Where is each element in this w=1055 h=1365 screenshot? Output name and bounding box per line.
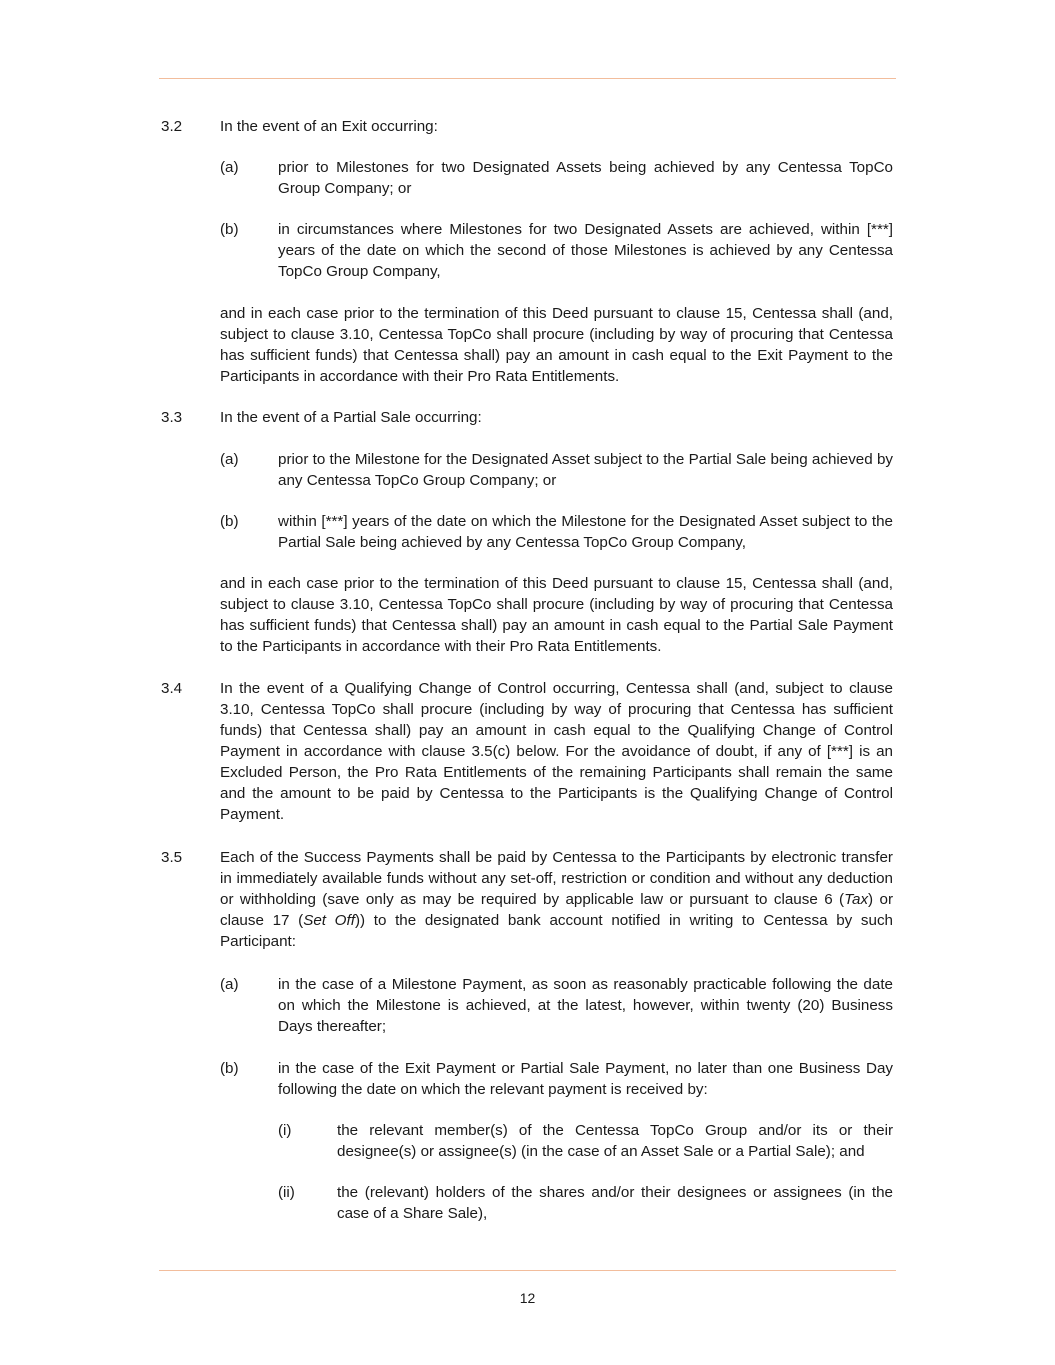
clause-text: In the event of a Qualifying Change of Control occurring, Centessa shall (and, subject to clause 3.10, Centessa TopCo shall procure (including by way of procuring that Centessa has sufficient funds) that Centessa shall) pay an amount in cash equal to the Qualifying Change of Control Payment in accordance with clause 3.5(c) below. For the avoidance of doubt, if any of [***] is an Excluded Person, the Pro Rata Entitlements of the remaining Participants shall remain the same and the amount to be paid by Centessa to the Participants is the Qualifying Change of Control Payment. [220,680,893,823]
clause-text: within [***] years of the date on which the Milestone for the Designated Asset subject to the Partial Sale being achieved by any Centessa TopCo Group Company, [278,513,893,551]
clause-number: (i) [278,1122,292,1139]
clause-text [220,847,893,952]
text-run: Each of the Success Payments shall be paid by Centessa to the Participants by electronic transfer in immediately available funds without any set-off, restriction or condition and without any deduction or withholding (save only as may be required by applicable law or pursuant to clause 6 ( [220,849,893,908]
clause-number: (b) [220,513,239,530]
clause-number: (b) [220,221,239,238]
clause-number: (a) [220,976,239,993]
clause-text: in the case of a Milestone Payment, as soon as reasonably practicable following the date on which the Milestone is achieved, at the latest, however, within twenty (20) Business Days thereafter; [278,976,893,1035]
clause-number: (a) [220,451,239,468]
clause-3-2-paragraph: and in each case prior to the termination of this Deed pursuant to clause 15, Centessa shall (and, subject to clause 3.10, Centessa TopCo shall procure (including by way of procuring that Centessa has sufficient funds) that Centessa shall) pay an amount in cash equal to the Exit Payment to the Participants in accordance with their Pro Rata Entitlements. [220,305,893,385]
clause-number: 3.2 [161,118,183,135]
clause-number: (b) [220,1060,239,1077]
clause-number: 3.3 [161,409,183,426]
clause-text: prior to Milestones for two Designated Assets being achieved by any Centessa TopCo Group Company; or [278,159,893,197]
clause-text: in circumstances where Milestones for two Designated Assets are achieved, within [***] years of the date on which the second of those Milestones is achieved by any Centessa TopCo Group Company, [278,221,893,280]
clause-text: the relevant member(s) of the Centessa TopCo Group and/or its or their designee(s) or assignee(s) (in the case of an Asset Sale or a Partial Sale); and [337,1122,893,1160]
italic-run: Tax [844,891,869,908]
clause-number: 3.5 [161,849,183,866]
clause-text: in the case of the Exit Payment or Partial Sale Payment, no later than one Business Day following the date on which the relevant payment is received by: [278,1060,893,1098]
page-number: 12 [519,1290,536,1306]
clause-text: In the event of an Exit occurring: [220,118,438,135]
footer-rule [159,1270,896,1271]
clause-text: the (relevant) holders of the shares and/or their designees or assignees (in the case of a Share Sale), [337,1184,893,1222]
clause-text: prior to the Milestone for the Designated Asset subject to the Partial Sale being achieved by any Centessa TopCo Group Company; or [278,451,893,489]
clause-text: In the event of a Partial Sale occurring: [220,409,482,426]
text-run: ) or clause 17 ( [220,891,894,929]
clause-number: 3.4 [161,680,183,697]
header-rule [159,78,896,79]
italic-run: Set Off [303,912,355,929]
clause-3-3-paragraph: and in each case prior to the termination of this Deed pursuant to clause 15, Centessa shall (and, subject to clause 3.10, Centessa TopCo shall procure (including by way of procuring that Centessa has sufficient funds) that Centessa shall) pay an amount in cash equal to the Partial Sale Payment to the Participants in accordance with their Pro Rata Entitlements. [220,575,893,655]
clause-number: (ii) [278,1184,295,1201]
clause-number: (a) [220,159,239,176]
text-run: )) to the designated bank account notified in writing to Centessa by such Participant: [220,912,893,950]
